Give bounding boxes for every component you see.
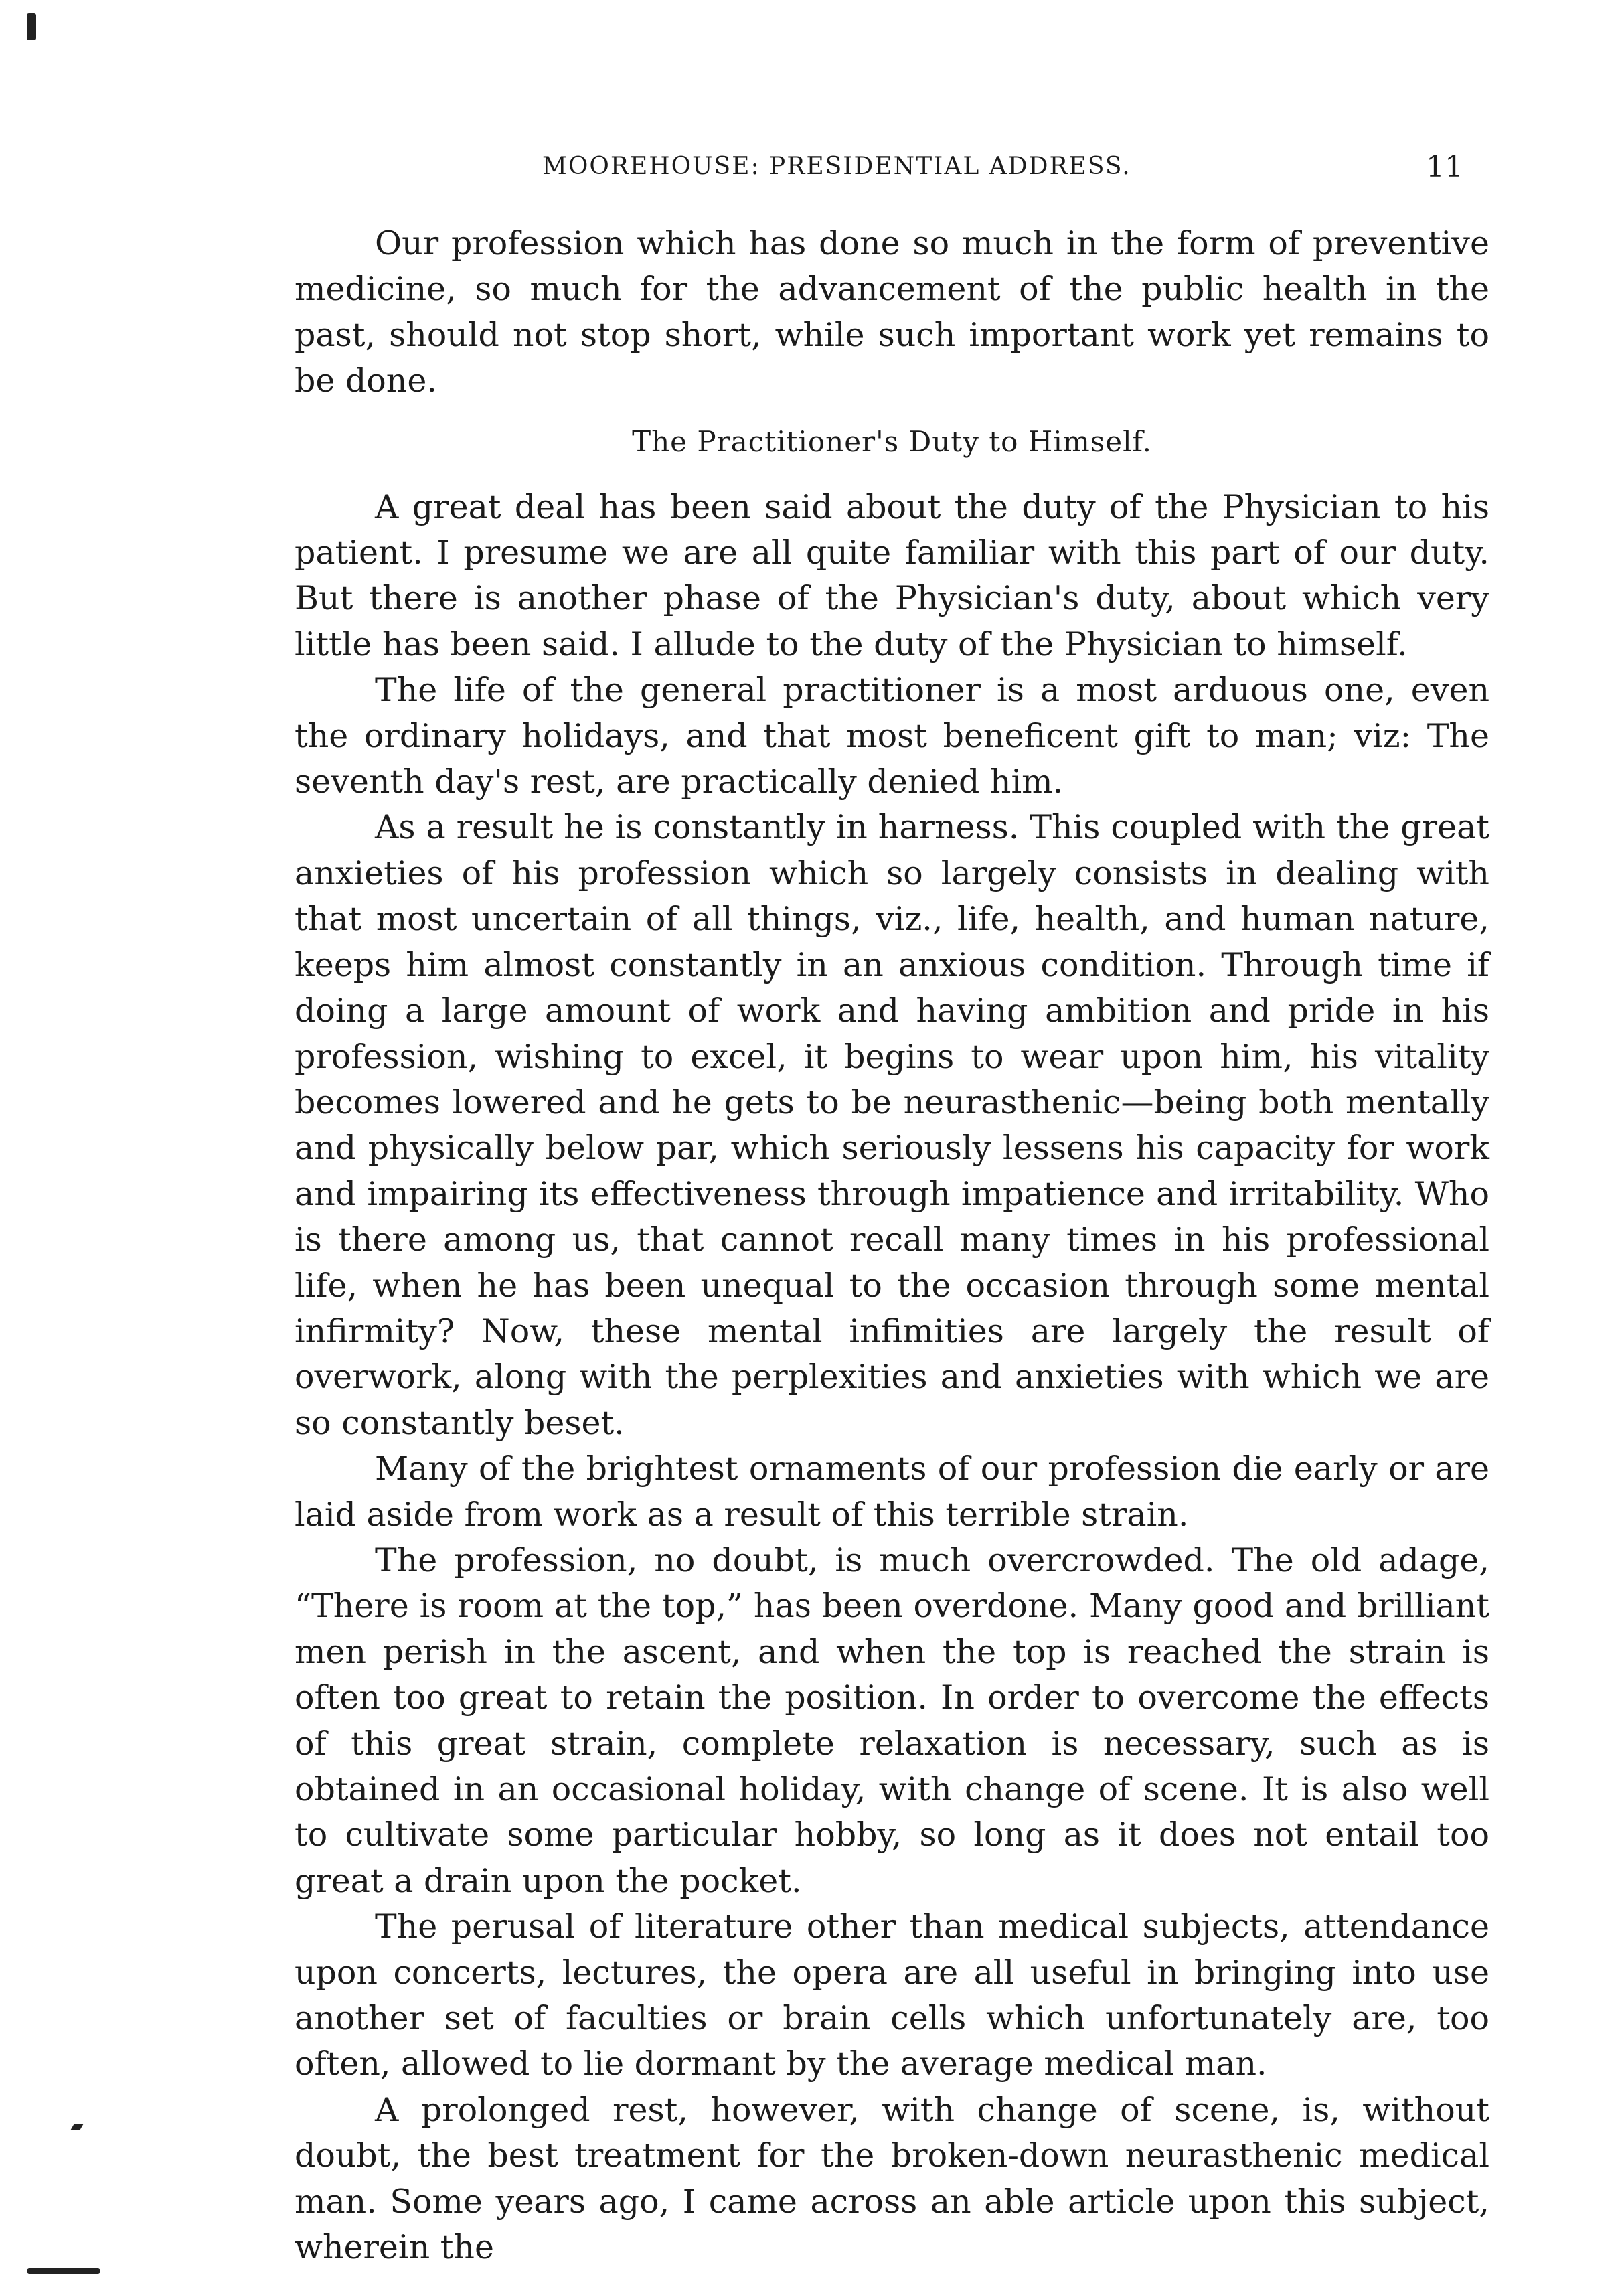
paragraph: As a result he is constantly in harness. This coupled with the great anxieties of his profession which so largely consists in dealing with that most uncertain of all things, viz., life, health, and human nature, keeps him almost constantly in an anxious condition. Through time if doing a large amount of work and having ambition and pride in his profession, wishing to excel, it begins to wear upon him, his vitality becomes lowered and he gets to be neurasthenic—being both mentally and physically below par, which seriously lessens his capacity for work and impairing its effectiveness through impatience and irritability. Who is there among us, that cannot recall many times in his professional life, when he has been unequal to the occasion through some mental infirmity? Now, these mental infimities are largely the result of overwork, along with the perplexities and anxieties with which we are so constantly beset. — [295, 808, 1489, 1442]
paragraph: Many of the brightest ornaments of our profession die early or are laid aside from work as a result of this terrible strain. — [295, 1449, 1489, 1534]
scan-artifact-mark — [27, 13, 36, 40]
page-header — [295, 150, 1463, 193]
scan-artifact-mark — [27, 2268, 100, 2274]
paragraph: The profession, no doubt, is much overcrowded. The old adage, “There is room at the top,” has been overdone. Many good and brilliant men perish in the ascent, and when the top is reached the strain is often too great to retain the position. In order to overcome the effects of this great strain, complete relaxation is necessary, such as is obtained in an occasional holiday, with change of scene. It is also well to cultivate some particular hobby, so long as it does not entail too great a drain upon the pocket. — [295, 1541, 1489, 1900]
scan-artifact-mark — [70, 2124, 84, 2130]
section-heading: The Practitioner's Duty to Himself. — [632, 424, 1152, 458]
paragraph: The perusal of literature other than medical subjects, attendance upon concerts, lectures, the opera are all useful in bringing into use another set of faculties or brain cells which unfortunately are, too often, allowed to lie dormant by the average medical man. — [295, 1907, 1489, 2083]
running-head: MOOREHOUSE: PRESIDENTIAL ADDRESS. — [542, 153, 1131, 180]
body-text — [295, 221, 1489, 2270]
page-number: 11 — [1426, 150, 1463, 184]
paragraph: A prolonged rest, however, with change of scene, is, without doubt, the best treatment for the broken-down neurasthenic medical man. Some years ago, I came across an able article upon this subject, wherein the — [295, 2090, 1489, 2267]
paragraph: A great deal has been said about the duty of the Physician to his patient. I presume we are all quite familiar with this part of our duty. But there is another phase of the Physician's duty, about which very little has been said. I allude to the duty of the Physician to himself. — [295, 487, 1489, 663]
paragraph: The life of the general practitioner is a most arduous one, even the ordinary holidays, and that most beneficent gift to man; viz: The seventh day's rest, are practically denied him. — [295, 671, 1489, 801]
paragraph: Our profession which has done so much in the form of preventive medicine, so much for the advancement of the public health in the past, should not stop short, while such important work yet remains to be done. — [295, 224, 1489, 400]
